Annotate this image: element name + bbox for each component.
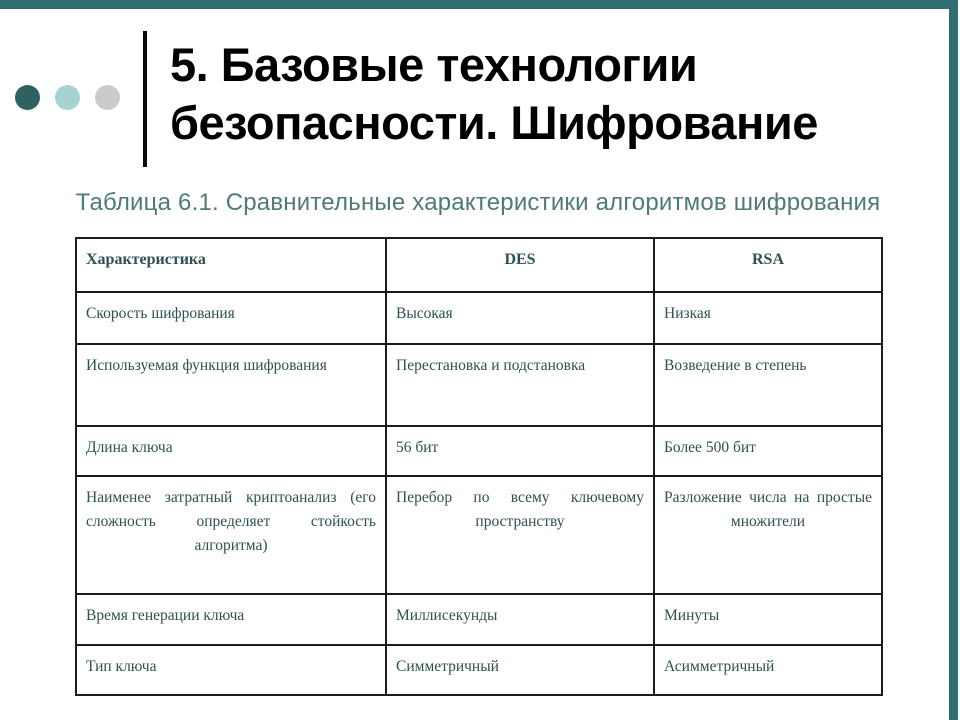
- slide-title: [170, 36, 940, 152]
- table-cell: Симметричный: [386, 645, 654, 695]
- table-cell: 56 бит: [386, 426, 654, 476]
- slide-title-line-2: безопасности. Шифрование: [170, 96, 818, 149]
- column-header-des: DES: [386, 238, 654, 292]
- table-cell: Возведение в степень: [654, 344, 882, 426]
- table-header-row: [76, 238, 882, 292]
- column-header-rsa: RSA: [654, 238, 882, 292]
- table-cell: Время генерации ключа: [76, 594, 386, 645]
- table-cell: Более 500 бит: [654, 426, 882, 476]
- table-cell: Минуты: [654, 594, 882, 645]
- table-row: [76, 594, 882, 645]
- table-row: [76, 344, 882, 426]
- comparison-table: [75, 237, 883, 696]
- bullet-dot-dark-teal: [15, 85, 40, 110]
- table-cell: Наименее затратный криптоанализ (его сложность определяет стойкость алгоритма): [76, 476, 386, 594]
- table-cell: Перестановка и подстановка: [386, 344, 654, 426]
- table-row: [76, 476, 882, 594]
- title-divider-line: [143, 31, 147, 167]
- slide-frame-top-bar: [0, 0, 952, 9]
- bullet-dot-gray: [95, 85, 120, 110]
- table-cell: Разложение числа на простые множители: [654, 476, 882, 594]
- slide-frame-right-bar: [949, 0, 958, 720]
- table-cell: Длина ключа: [76, 426, 386, 476]
- bullet-dot-light-teal: [55, 85, 80, 110]
- table-cell: Тип ключа: [76, 645, 386, 695]
- table-caption: Таблица 6.1. Сравнительные характеристики алгоритмов шифрования: [75, 189, 881, 216]
- table-cell: Высокая: [386, 292, 654, 344]
- table-cell: Асимметричный: [654, 645, 882, 695]
- table-row: [76, 645, 882, 695]
- table-cell: Используемая функция шифрования: [76, 344, 386, 426]
- table-cell: Перебор по всему ключевому пространству: [386, 476, 654, 594]
- slide-title-line-1: 5. Базовые технологии: [170, 38, 698, 91]
- column-header-characteristic: Характеристика: [76, 238, 386, 292]
- table-cell: Низкая: [654, 292, 882, 344]
- table-cell: Скорость шифрования: [76, 292, 386, 344]
- table-row: [76, 426, 882, 476]
- table-row: [76, 292, 882, 344]
- table-cell: Миллисекунды: [386, 594, 654, 645]
